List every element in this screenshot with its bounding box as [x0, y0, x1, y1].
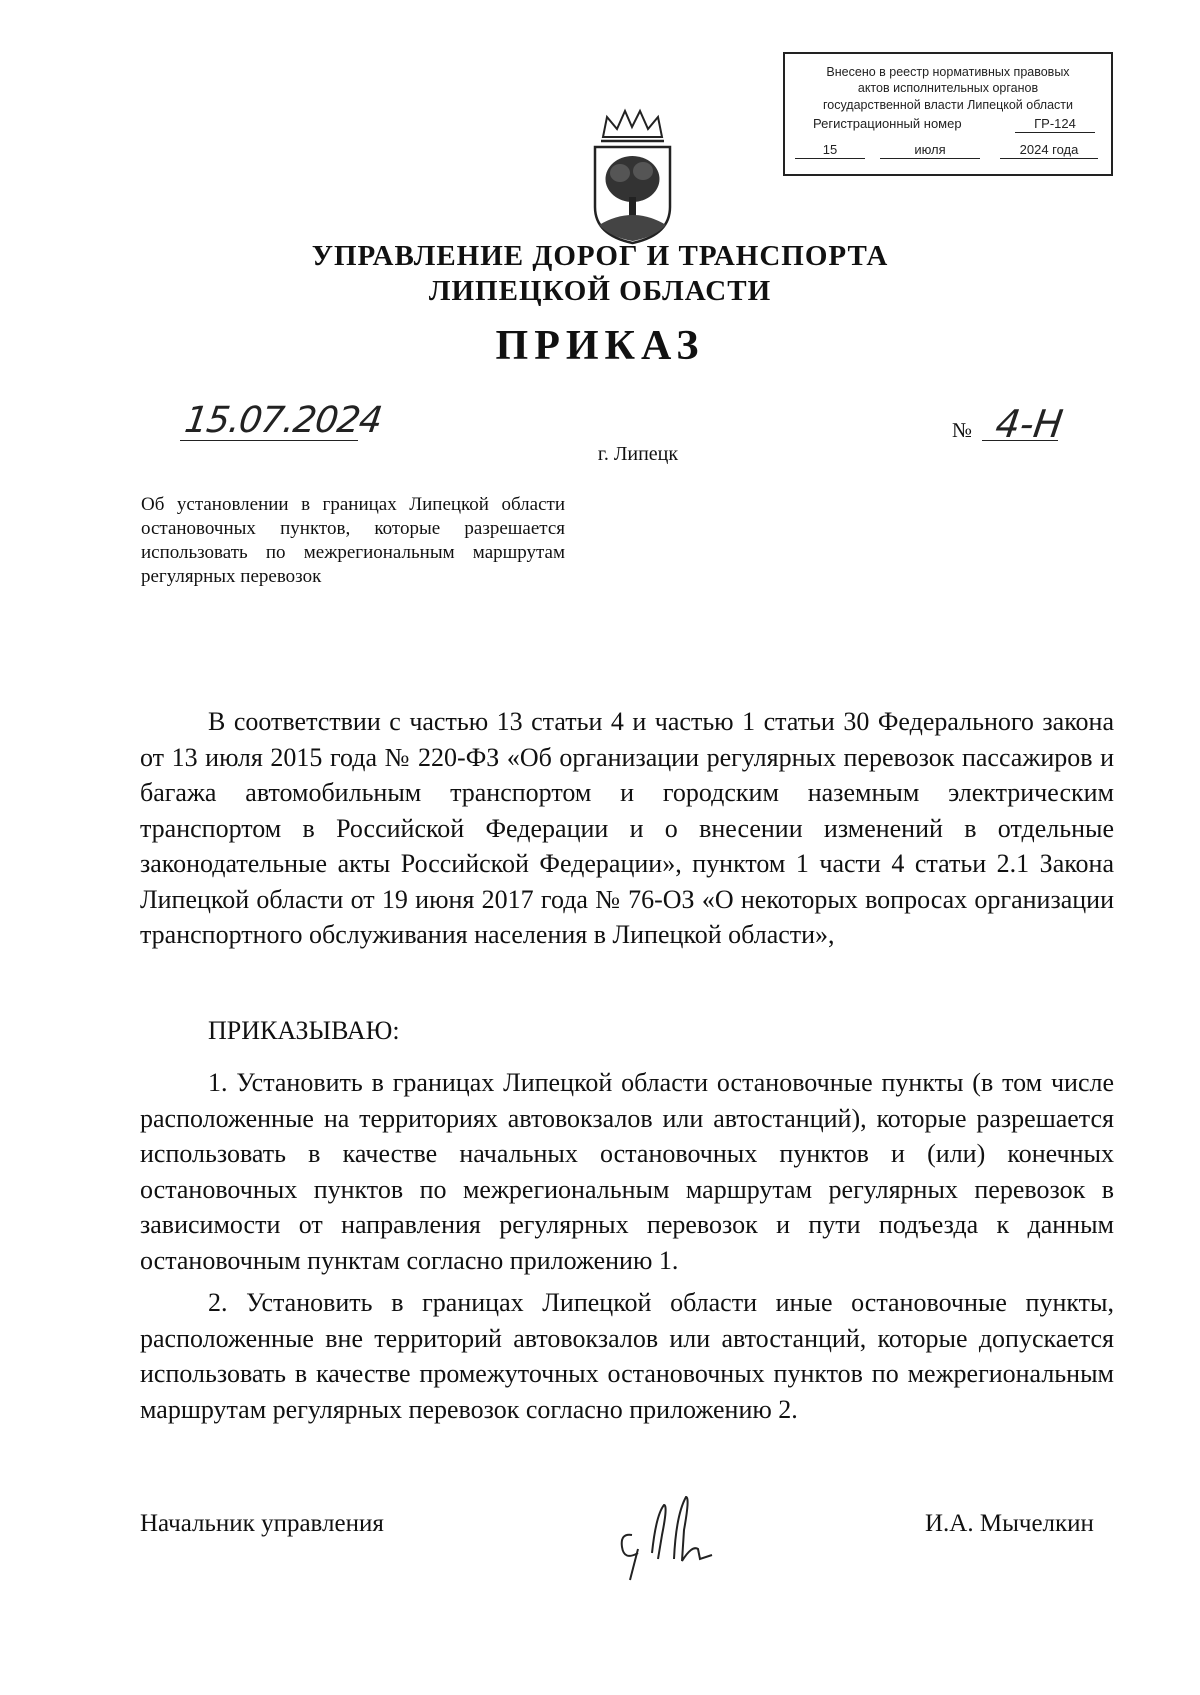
order-subject: Об установлении в границах Липецкой области остановочных пунктов, которые разрешается использовать по межрегиональным маршрутам регулярных перевозок — [141, 494, 565, 587]
order-date: 15.07.2024 — [182, 400, 385, 441]
coat-of-arms-emblem — [585, 107, 680, 247]
stamp-line-2: актов исполнительных органов — [857, 81, 1039, 95]
order-item-2: 2. Установить в границах Липецкой области иные остановочные пункты, расположенные вне территорий автовокзалов или автостанций, которые допускается использовать в качестве промежуточных остановочных пунктов по межрегиональным маршрутам регулярных перевозок согласно приложению 2. — [140, 1288, 1114, 1424]
order-number-prefix: № — [952, 418, 973, 442]
stamp-month: июля — [880, 142, 980, 159]
stamp-day: 15 — [795, 142, 865, 159]
organization-name-line-2: ЛИПЕЦКОЙ ОБЛАСТИ — [428, 275, 772, 307]
document-type: ПРИКАЗ — [495, 323, 705, 369]
order-item-1: 1. Установить в границах Липецкой области остановочные пункты (в том числе расположенные на территориях автовокзалов или автостанций), которые разрешается использовать в качестве начальных остановочных пунктов и (или) конечных остановочных пунктов по межрегиональным маршрутам регулярных перевозок в зависимости от направления регулярных перевозок и пути подъезда к данным остановочным пунктам согласно приложению 1. — [140, 1068, 1114, 1275]
organization-name-line-1: УПРАВЛЕНИЕ ДОРОГ И ТРАНСПОРТА — [311, 240, 889, 272]
order-date-underline — [180, 440, 358, 441]
city: г. Липецк — [597, 443, 679, 465]
stamp-line-1: Внесено в реестр нормативных правовых — [826, 65, 1070, 79]
handwritten-signature — [612, 1475, 732, 1585]
stamp-line-3: государственной власти Липецкой области — [822, 98, 1074, 112]
signer-title: Начальник управления — [140, 1510, 384, 1537]
signer-name: И.А. Мычелкин — [925, 1510, 1094, 1537]
order-word: ПРИКАЗЫВАЮ: — [208, 1016, 400, 1045]
order-number-underline — [982, 440, 1058, 441]
order-number: 4-Н — [992, 402, 1066, 446]
registration-stamp — [783, 52, 1113, 176]
stamp-reg-label: Регистрационный номер — [813, 116, 962, 131]
stamp-year: 2024 года — [1000, 142, 1098, 159]
preamble-paragraph: В соответствии с частью 13 статьи 4 и частью 1 статьи 30 Федерального закона от 13 июля 2015 года № 220-ФЗ «Об организации регулярных перевозок пассажиров и багажа автомобильным транспортом и городским наземным электрическим транспортом в Российской Федерации и о внесении изменений в отдельные законодательные акты Российской Федерации», пунктом 1 части 4 статьи 2.1 Закона Липецкой области от 19 июня 2017 года № 76-ОЗ «О некоторых вопросах организации транспортного обслуживания населения в Липецкой области», — [140, 707, 1114, 949]
stamp-reg-number: ГР-124 — [1015, 116, 1095, 133]
